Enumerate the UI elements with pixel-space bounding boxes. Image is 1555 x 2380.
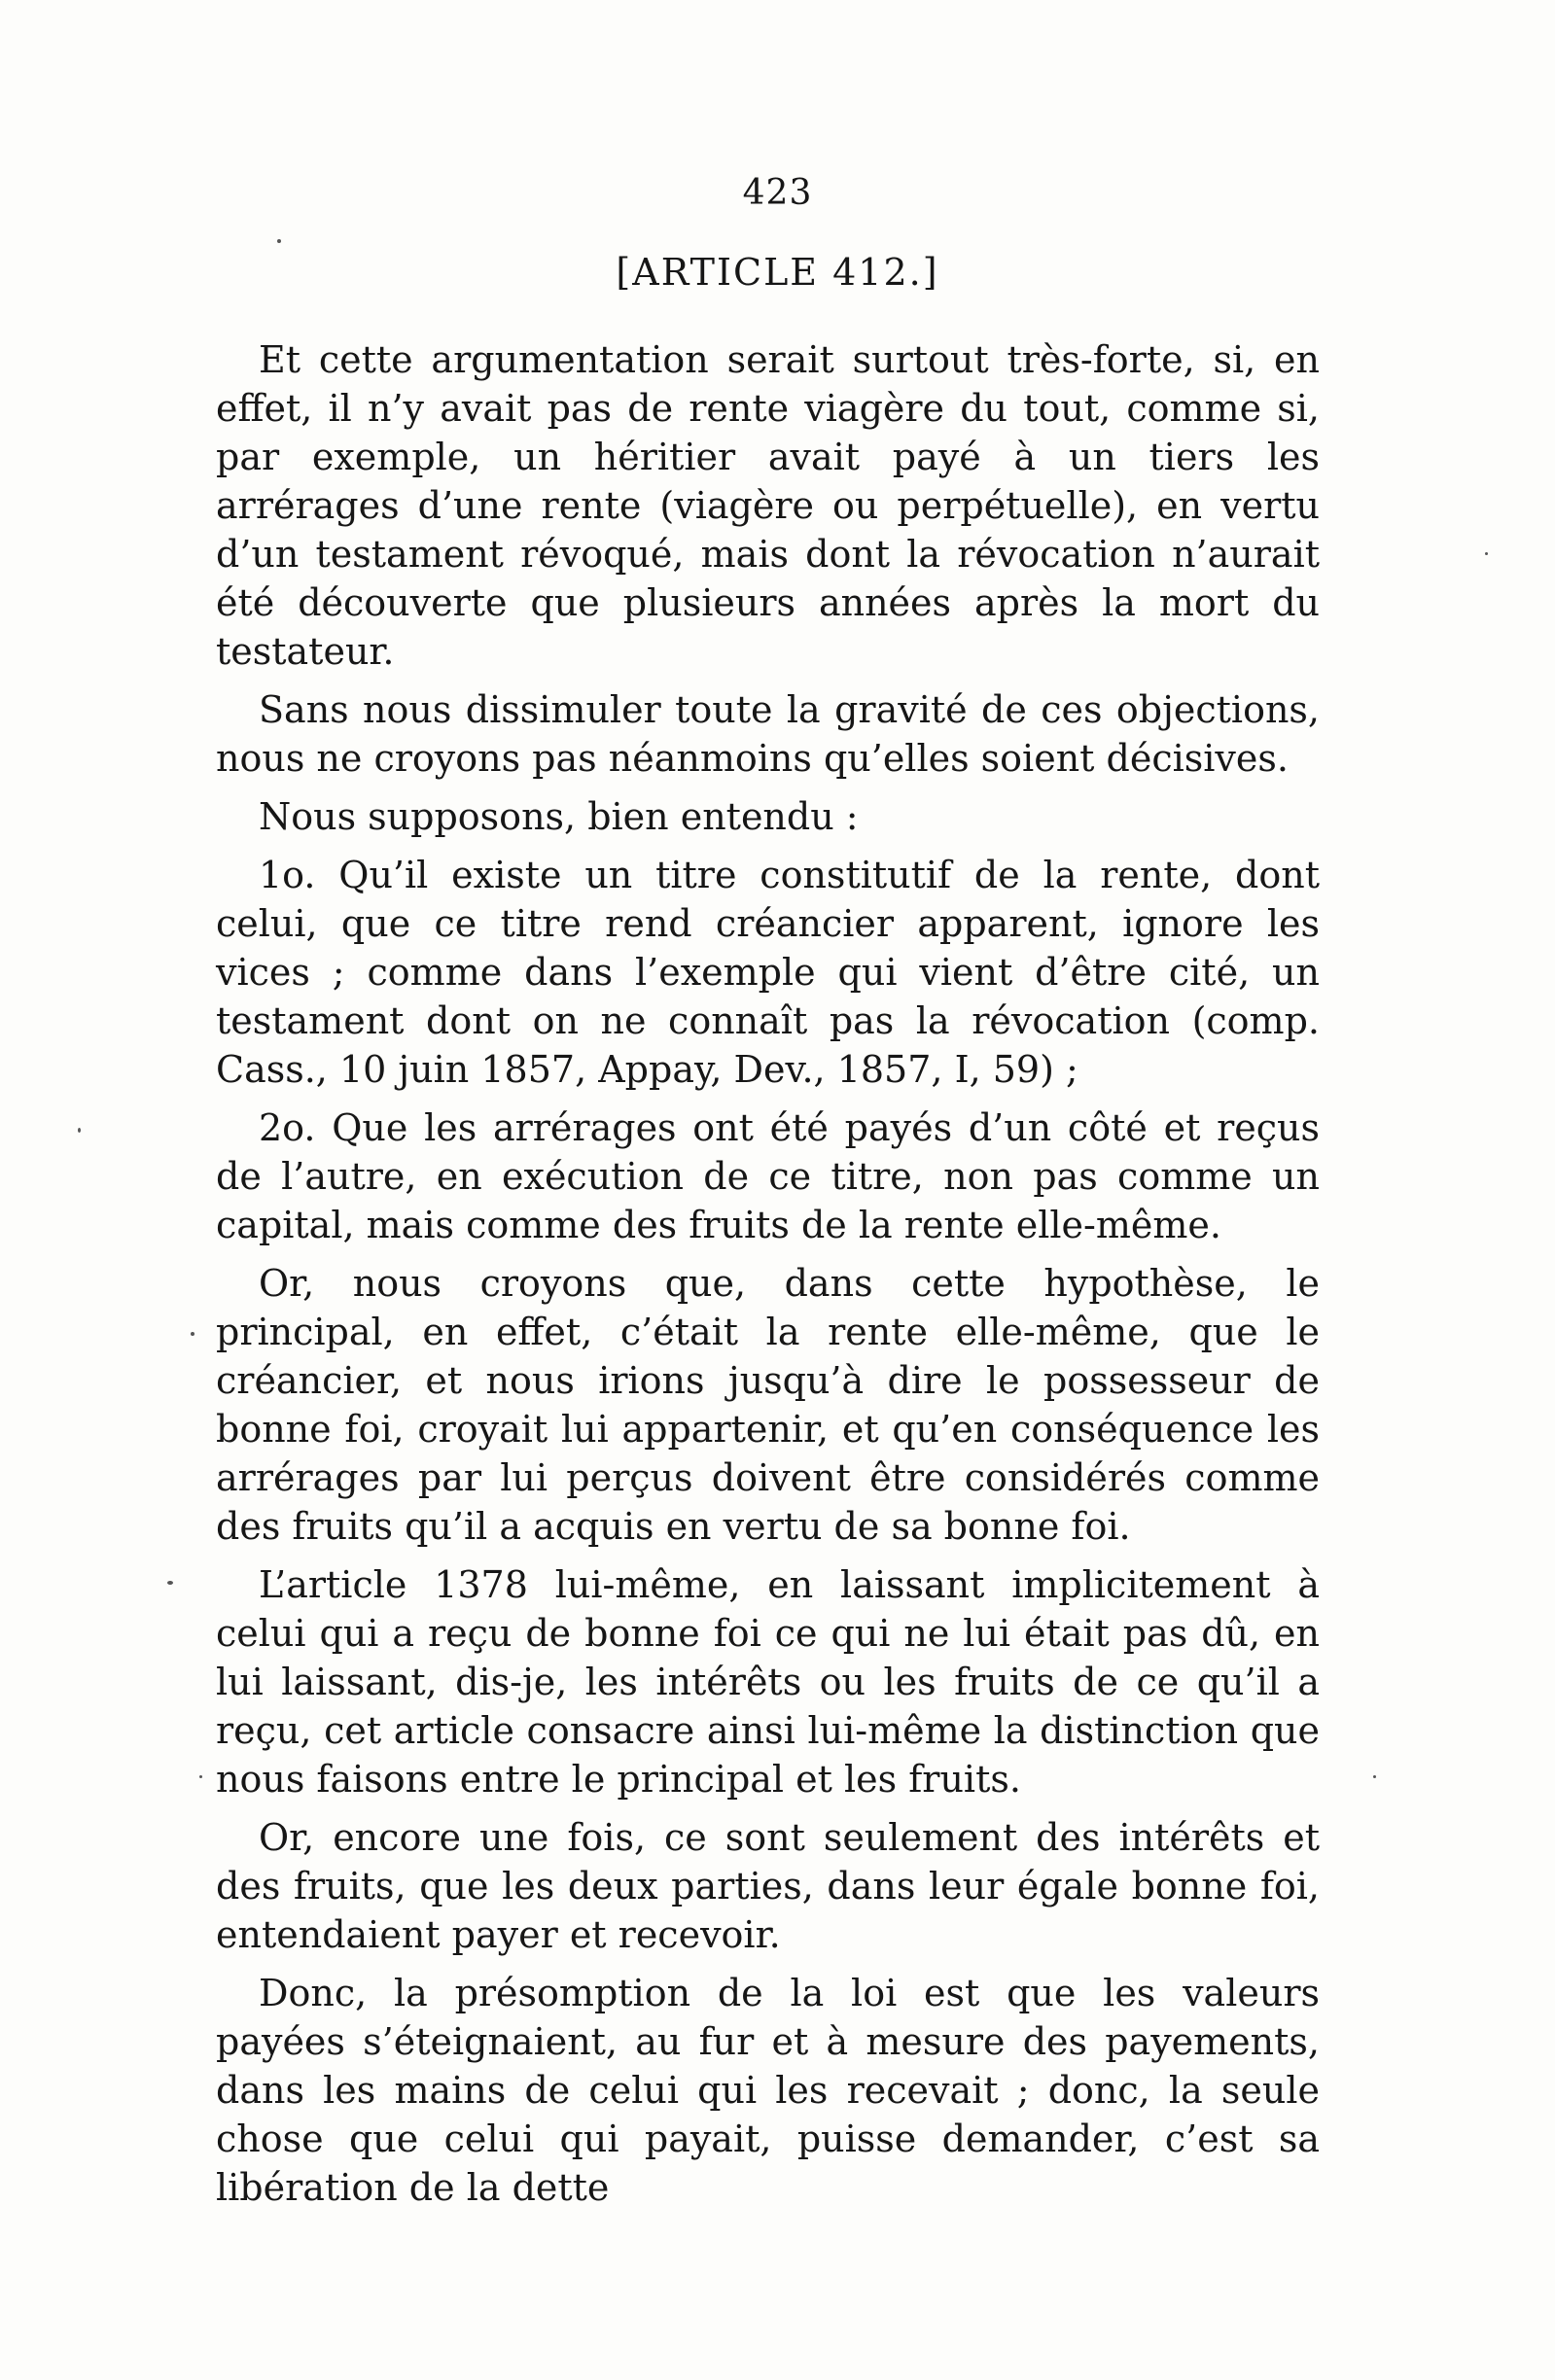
print-speck [191,1332,194,1336]
paragraph: Sans nous dissimuler toute la gravité de ces objections, nous ne croyons pas néanmoins qu’elles soient décisives. [216,688,1320,780]
paragraph: 1o. Qu’il existe un titre constitutif de la rente, dont celui, que ce titre rend créancier apparent, ignore les vices ; comme dans l’exemple qui vient d’être cité, un testament dont on ne connaît pas la révocation (comp. Cass., 10 juin 1857, Appay, Dev., 1857, I, 59) ; [216,854,1320,1091]
print-speck [167,1581,173,1585]
page-number: 423 [742,173,813,213]
print-speck [1485,552,1488,555]
paragraph: Or, encore une fois, ce sont seulement des intérêts et des fruits, que les deux parties, dans leur égale bonne foi, entendaient payer et recevoir. [216,1816,1320,1956]
paragraph: Et cette argumentation serait surtout très-forte, si, en effet, il n’y avait pas de rente viagère du tout, comme si, par exemple, un héritier avait payé à un tiers les arrérages d’une rente (viagère ou perpétuelle), en vertu d’un testament révoqué, mais dont la révocation n’aurait été découverte que plusieurs années après la mort du testateur. [216,338,1320,673]
paragraph: L’article 1378 lui-même, en laissant implicitement à celui qui a reçu de bonne foi ce qui ne lui était pas dû, en lui laissant, dis-je, les intérêts ou les fruits de ce qu’il a reçu, cet article consacre ainsi lui-même la distinction que nous faisons entre le principal et les fruits. [216,1563,1320,1801]
print-speck [199,1775,202,1778]
article-heading: [ARTICLE 412.] [616,251,939,294]
paragraph: Donc, la présomption de la loi est que les valeurs payées s’éteignaient, au fur et à mesure des payements, dans les mains de celui qui les recevait ; donc, la seule chose que celui qui payait, puisse demander, c’est sa libération de la dette [216,1972,1320,2209]
paragraph: Or, nous croyons que, dans cette hypothèse, le principal, en effet, c’était la rente elle-même, que le créancier, et nous irions jusqu’à dire le possesseur de bonne foi, croyait lui appartenir, et qu’en conséquence les arrérages par lui perçus doivent être considérés comme des fruits qu’il a acquis en vertu de sa bonne foi. [216,1262,1320,1548]
paragraph: 2o. Que les arrérages ont été payés d’un côté et reçus de l’autre, en exécution de ce titre, non pas comme un capital, mais comme des fruits de la rente elle-même. [216,1106,1320,1246]
paragraph: Nous supposons, bien entendu : [259,795,859,838]
print-speck [277,239,281,243]
body-text [216,335,1320,2212]
print-speck [78,1128,81,1133]
print-speck [1373,1775,1376,1778]
